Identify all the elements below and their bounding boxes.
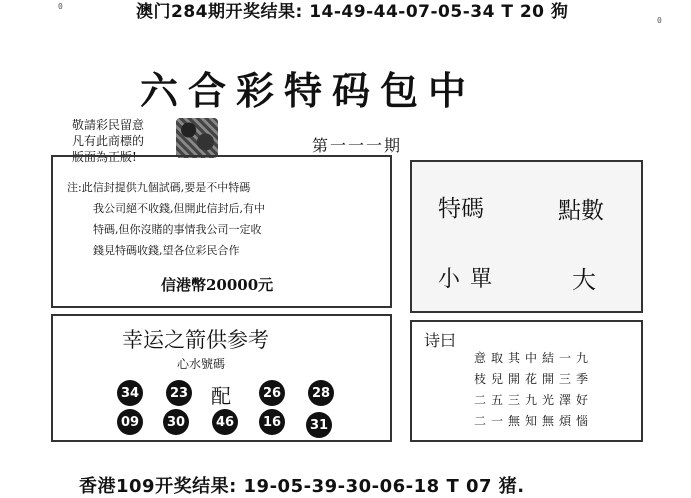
tema-label: 特碼: [438, 196, 484, 222]
number-ball: 09: [117, 409, 143, 435]
notice-line: 特碼,但你沒賭的事情我公司一定收: [93, 223, 262, 236]
number-ball: 16: [259, 409, 285, 435]
poem-text: [474, 348, 593, 432]
period-label: 第一一一期: [312, 136, 403, 155]
number-ball: 46: [212, 409, 238, 435]
number-ball: 30: [163, 409, 189, 435]
points-label: 點數: [558, 198, 604, 224]
corner-mark-left: 0: [58, 2, 63, 11]
poem-title: 诗曰: [424, 331, 457, 350]
warning-line: 敬請彩民留意: [72, 118, 145, 132]
corner-mark-right: 0: [657, 16, 662, 25]
poem-line: 意取其中結一九: [474, 351, 594, 365]
number-ball: 23: [166, 380, 192, 406]
notice-price: 信港幣20000元: [161, 276, 274, 294]
number-ball: 34: [117, 380, 143, 406]
tema-box: [410, 160, 643, 313]
notice-line: 注:此信封提供九個試碼,要是不中特碼: [67, 181, 251, 194]
poem-line: 二五三九光澤好: [474, 393, 594, 407]
number-ball: 31: [306, 412, 332, 438]
lucky-numbers-box: [51, 314, 392, 442]
lucky-subtitle: 心水號碼: [177, 357, 226, 371]
poem-line: 二一無知無煩惱: [474, 414, 594, 428]
warning-line: 版面為正版!: [72, 150, 137, 164]
pei-label: 配: [211, 384, 231, 408]
poem-line: 枝兒開花開三季: [474, 372, 594, 386]
poem-box: [410, 320, 643, 442]
number-ball: 28: [308, 380, 334, 406]
notice-text: [67, 177, 385, 261]
notice-line: 錢見特碼收錢,望各位彩民合作: [93, 244, 240, 257]
lucky-title: 幸运之箭供参考: [122, 328, 269, 352]
macau-results-banner: 澳门284期开奖结果: 14-49-44-07-05-34 T 20 狗: [136, 2, 569, 22]
small-odd-label: 小單: [438, 267, 503, 292]
hongkong-results-banner: 香港109开奖结果: 19-05-39-30-06-18 T 07 猪.: [79, 476, 525, 497]
number-ball: 26: [259, 380, 285, 406]
page-title: 六合彩特码包中: [140, 68, 477, 113]
notice-line: 我公司絕不收錢,但開此信封后,有中: [93, 202, 265, 215]
big-label: 大: [572, 266, 596, 294]
trademark-logo: [176, 118, 218, 158]
warning-line: 凡有此商標的: [72, 134, 145, 148]
notice-box: [51, 155, 392, 308]
